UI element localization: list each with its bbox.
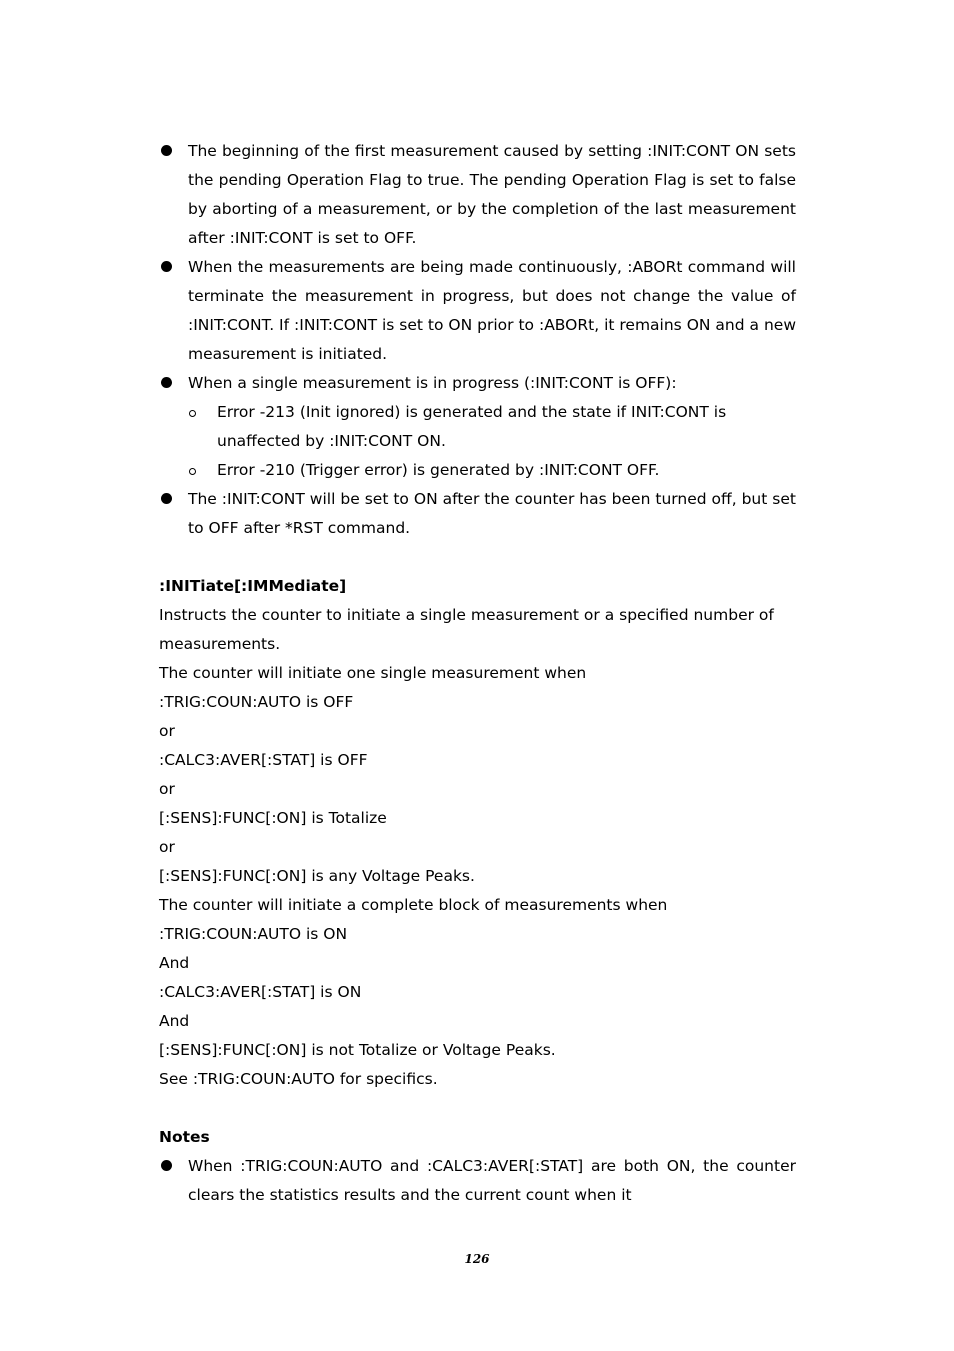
section-line: or (159, 722, 175, 740)
bullet-circle-icon (189, 410, 196, 417)
section-line: The counter will initiate one single measurement when (159, 664, 587, 682)
bullet-dot-icon (161, 145, 172, 156)
notes-heading: Notes (159, 1128, 210, 1146)
bullet-text: The beginning of the first measurement caused by setting :INIT:CONT ON sets the pending Operation Flag to true. The pending Operation Flag is set to false by aborting of a measurement, or by the completion of the last measurement after :INIT:CONT is set to OFF. (188, 142, 796, 247)
page-number: 126 (464, 1252, 490, 1266)
bullet-dot-icon (161, 261, 172, 272)
bullet-item (159, 137, 796, 253)
bullet-dot-icon (161, 377, 172, 388)
bullet-item (159, 369, 796, 398)
bullet-text: When :TRIG:COUN:AUTO and :CALC3:AVER[:STAT] are both ON, the counter clears the statistics results and the current count when it (188, 1157, 796, 1204)
bullet-text: When the measurements are being made continuously, :ABORt command will terminate the measurement in progress, but does not change the value of :INIT:CONT. If :INIT:CONT is set to ON prior to :ABORt, it remains ON and a new measurement is initiated. (188, 258, 796, 363)
section-line: or (159, 780, 175, 798)
bullet-dot-icon (161, 1160, 172, 1171)
sub-bullet-text: Error -213 (Init ignored) is generated and the state if INIT:CONT is unaffected by :INIT:CONT ON. (217, 403, 727, 450)
section-line: [:SENS]:FUNC[:ON] is Totalize (159, 809, 387, 827)
bullet-item (159, 485, 796, 543)
page-content (159, 137, 796, 1210)
section-line: And (159, 1012, 190, 1030)
bullet-dot-icon (161, 493, 172, 504)
bullet-text: When a single measurement is in progress (:INIT:CONT is OFF): (188, 374, 677, 392)
section-intro: Instructs the counter to initiate a single measurement or a specified number of measurements. (159, 606, 774, 653)
section-line: [:SENS]:FUNC[:ON] is not Totalize or Voltage Peaks. (159, 1041, 556, 1059)
section-line: [:SENS]:FUNC[:ON] is any Voltage Peaks. (159, 867, 475, 885)
sub-bullet-item (188, 398, 796, 456)
section-line: :TRIG:COUN:AUTO is ON (159, 925, 348, 943)
section-line: or (159, 838, 175, 856)
bullet-circle-icon (189, 468, 196, 475)
spacer (159, 543, 796, 572)
section-line: The counter will initiate a complete block of measurements when (159, 896, 668, 914)
section-line: :CALC3:AVER[:STAT] is ON (159, 983, 362, 1001)
section-line: And (159, 954, 190, 972)
section-heading: :INITiate[:IMMediate] (159, 577, 347, 595)
bullet-text: The :INIT:CONT will be set to ON after the counter has been turned off, but set to OFF after *RST command. (188, 490, 796, 537)
section-line: :TRIG:COUN:AUTO is OFF (159, 693, 354, 711)
bullet-item (159, 1152, 796, 1210)
spacer (159, 1094, 796, 1123)
bullet-item (159, 253, 796, 369)
section-line: :CALC3:AVER[:STAT] is OFF (159, 751, 368, 769)
sub-bullet-text: Error -210 (Trigger error) is generated by :INIT:CONT OFF. (217, 461, 660, 479)
section-line: See :TRIG:COUN:AUTO for specifics. (159, 1070, 438, 1088)
sub-bullet-item (188, 456, 796, 485)
